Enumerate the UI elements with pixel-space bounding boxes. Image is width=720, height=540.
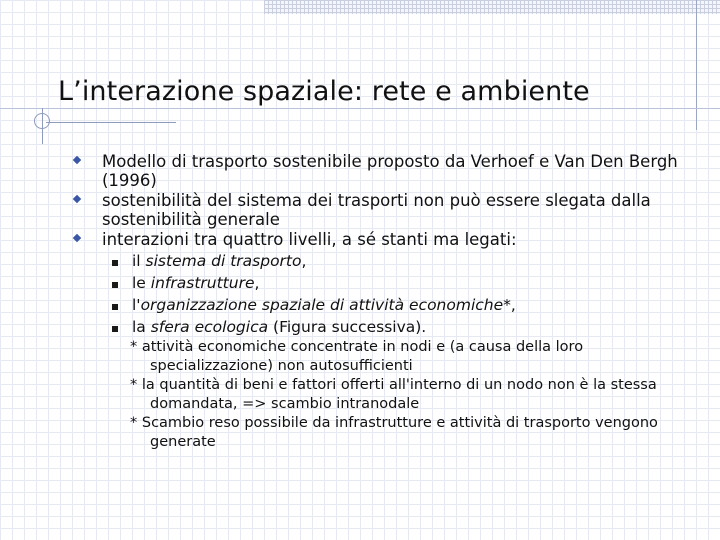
bullet-text: sostenibilità del sistema dei trasporti non può essere slegata dalla sostenibilità generale xyxy=(102,191,651,229)
level-suffix: , xyxy=(301,252,307,270)
level-emphasis: sistema di trasporto xyxy=(145,252,302,270)
level-emphasis: organizzazione spaziale di attività economiche* xyxy=(140,296,511,314)
footnote: * Scambio reso possibile da infrastrutture e attività di trasporto vengono generate xyxy=(130,415,658,450)
level-emphasis: infrastrutture xyxy=(150,274,255,292)
level-prefix: l' xyxy=(132,296,141,314)
bullet-text: Modello di trasporto sostenibile proposto da Verhoef e Van Den Bergh (1996) xyxy=(102,152,678,190)
level-item xyxy=(72,272,692,294)
square-bullet-icon xyxy=(112,326,118,332)
bullet-text: interazioni tra quattro livelli, a sé stanti ma legati: xyxy=(102,230,517,249)
slide-content xyxy=(72,152,692,452)
diamond-bullet-icon xyxy=(73,234,81,242)
footnote: * attività economiche concentrate in nodi e (a causa della loro specializzazione) non autosufficienti xyxy=(130,339,584,374)
bullet-item xyxy=(72,152,692,190)
title-underline xyxy=(0,108,720,109)
slide-title: L’interazione spaziale: rete e ambiente xyxy=(58,76,590,107)
level-prefix: la xyxy=(132,318,151,336)
title-accent-line xyxy=(46,122,176,123)
level-suffix: (Figura successiva). xyxy=(268,318,427,336)
level-suffix: , xyxy=(254,274,260,292)
level-suffix: , xyxy=(510,296,516,314)
level-prefix: il xyxy=(132,252,146,270)
footnote: * la quantità di beni e fattori offerti all'interno di un nodo non è la stessa domandata, => scambio intranodale xyxy=(130,377,657,412)
square-bullet-icon xyxy=(112,304,118,310)
level-emphasis: sfera ecologica xyxy=(150,318,269,336)
square-bullet-icon xyxy=(112,282,118,288)
level-item xyxy=(72,294,692,316)
level-item xyxy=(72,250,692,272)
level-item xyxy=(72,316,692,338)
corner-pattern xyxy=(264,0,720,14)
bullet-item xyxy=(72,230,692,249)
diamond-bullet-icon xyxy=(73,195,81,203)
diamond-bullet-icon xyxy=(73,156,81,164)
bullet-item xyxy=(72,191,692,229)
level-prefix: le xyxy=(132,274,151,292)
square-bullet-icon xyxy=(112,260,118,266)
crosshair-line xyxy=(42,108,43,144)
decorative-vertical-line xyxy=(696,0,697,130)
